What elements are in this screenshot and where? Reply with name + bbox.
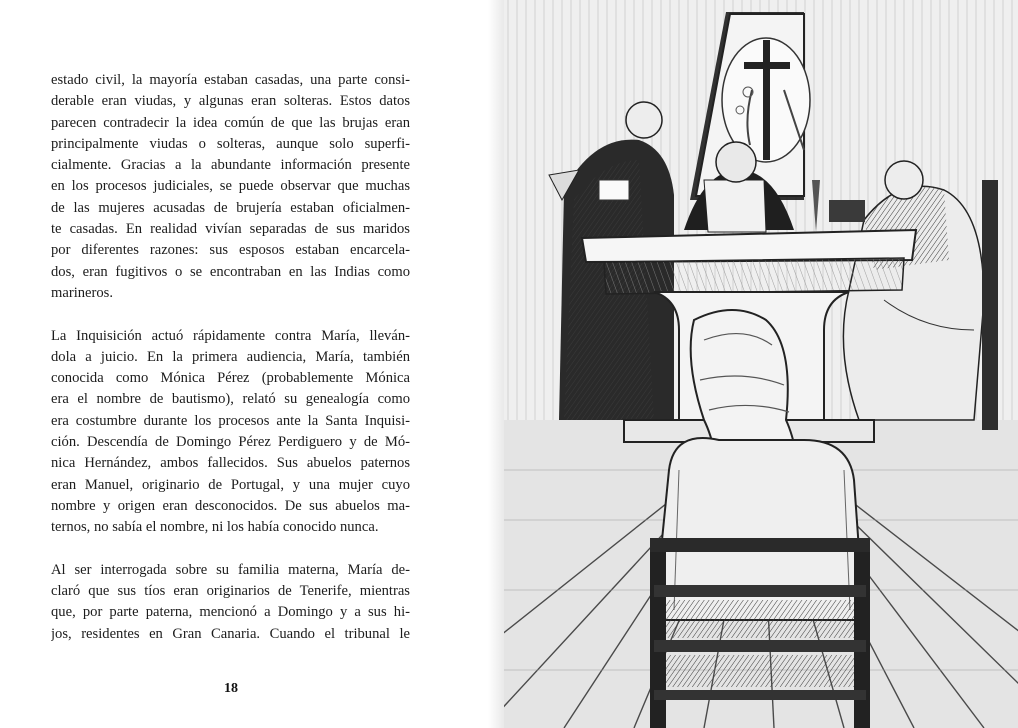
right-page: [504, 0, 1018, 728]
paragraph-1: [51, 70, 410, 304]
text-line: que, por parte paterna, mencionó a Domingo y a sus hi-: [51, 604, 410, 621]
text-line: conocida como Mónica Pérez (probablemente Mónica: [51, 370, 410, 387]
text-line: era el nombre de bautismo), relató su genealogía como: [51, 391, 410, 408]
text-line: ternos, no sabía el nombre, ni los había conocido nunca.: [51, 519, 379, 536]
page-number: 18: [224, 681, 238, 696]
inquisition-tribunal-illustration: [504, 0, 1018, 728]
text-line: cialmente. Gracias a la abundante información presente: [51, 157, 410, 174]
text-line: principalmente viudas o solteras, aunque solo superfi-: [51, 135, 410, 152]
page-gutter-shadow: [488, 0, 504, 728]
text-line: jos, residentes en Gran Canaria. Cuando el tribunal le: [51, 625, 410, 642]
text-line: te casadas. En realidad vivían separadas de sus maridos: [51, 221, 410, 238]
text-line: en los procesos judiciales, se puede observar que muchas: [51, 178, 410, 195]
text-line: claró que sus tíos eran originarios de Tenerife, mientras: [51, 583, 410, 600]
text-line: por diferentes razones: sus esposos estaban encarcela-: [51, 242, 410, 259]
text-line: dola a juicio. En la primera audiencia, María, también: [51, 348, 410, 365]
left-page: [0, 0, 504, 728]
paragraph-2: [51, 326, 410, 539]
body-text: [51, 70, 410, 666]
text-line: derable eran viudas, y algunas eran solteras. Estos datos: [51, 93, 410, 110]
paragraph-3: [51, 560, 410, 645]
text-line: ción. Descendía de Domingo Pérez Perdiguero y de Mó-: [51, 434, 410, 451]
text-line: era costumbre durante los procesos ante la Santa Inquisi-: [51, 412, 410, 429]
text-line: estado civil, la mayoría estaban casadas, una parte consi-: [51, 72, 410, 88]
text-line: nombre y origen eran desconocidos. De sus abuelos ma-: [51, 497, 410, 514]
text-line: marineros.: [51, 284, 114, 301]
text-line: nica Hernández, ambos fallecidos. Sus abuelos paternos: [51, 455, 410, 472]
text-line: de las mujeres acusadas de brujería estaban oficialmen-: [51, 199, 410, 216]
text-line: Al ser interrogada sobre su familia materna, María de-: [51, 561, 410, 578]
text-line: parecen contradecir la idea común de que las brujas eran: [51, 114, 410, 131]
text-line: dos, eran fugitivos o se encontraban en las Indias como: [51, 263, 410, 280]
text-line: eran Manuel, originario de Portugal, y una mujer cuyo: [51, 476, 410, 493]
text-line: La Inquisición actuó rápidamente contra María, lleván-: [51, 327, 410, 344]
